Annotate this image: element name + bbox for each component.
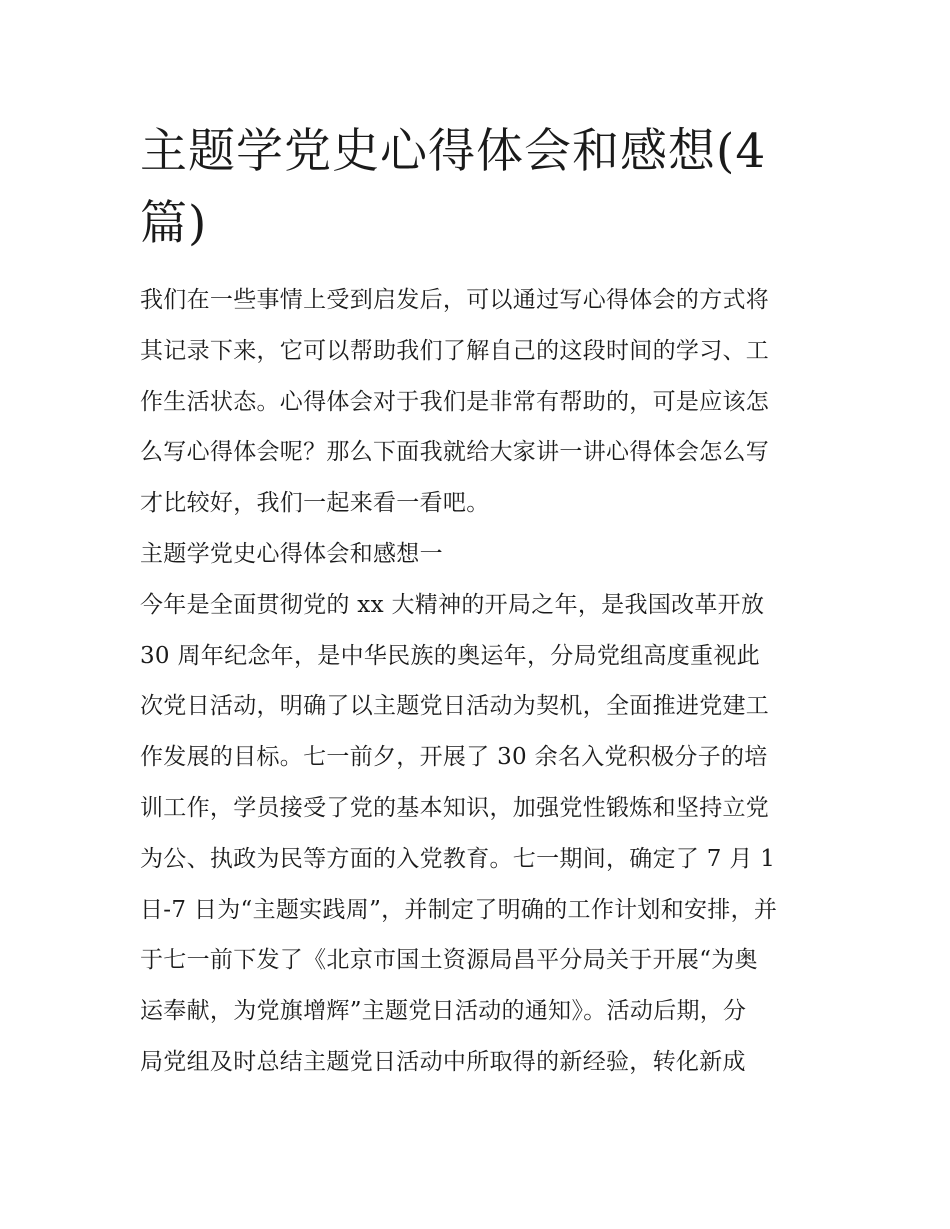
body-line: 局党组及时总结主题党日活动中所取得的新经验，转化新成 <box>140 1048 746 1075</box>
body-line: 其记录下来，它可以帮助我们了解自己的这段时间的学习、工 <box>140 337 770 364</box>
body-line: 么写心得体会呢？那么下面我就给大家讲一讲心得体会怎么写 <box>140 439 770 466</box>
body-line: 30 周年纪念年，是中华民族的奥运年，分局党组高度重视此 <box>140 642 760 669</box>
section-heading: 主题学党史心得体会和感想一 <box>140 540 443 567</box>
body-line: 今年是全面贯彻党的 xx 大精神的开局之年，是我国改革开放 <box>140 591 765 618</box>
body-line: 训工作，学员接受了党的基本知识，加强党性锻炼和坚持立党 <box>140 794 770 821</box>
body-line: 于七一前下发了《北京市国土资源局昌平分局关于开展“为奥 <box>140 947 758 974</box>
title-line-2: 篇) <box>140 196 208 251</box>
title-line-1: 主题学党史心得体会和感想(4 <box>140 124 767 179</box>
body-line: 才比较好，我们一起来看一看吧。 <box>140 490 490 517</box>
body-line: 运奉献，为党旗增辉”主题党日活动的通知》。活动后期，分 <box>140 998 747 1025</box>
body-line: 日-7 日为“主题实践周”，并制定了明确的工作计划和安排，并 <box>140 896 778 923</box>
body-line: 次党日活动，明确了以主题党日活动为契机，全面推进党建工 <box>140 693 770 720</box>
document-title <box>140 116 820 260</box>
body-line: 为公、执政为民等方面的入党教育。七一期间，确定了 7 月 1 <box>140 845 776 872</box>
body-line: 作生活状态。心得体会对于我们是非常有帮助的，可是应该怎 <box>140 388 770 415</box>
document-body <box>140 280 820 1093</box>
body-line: 作发展的目标。七一前夕，开展了 30 余名入党积极分子的培 <box>140 744 768 771</box>
body-line: 我们在一些事情上受到启发后，可以通过写心得体会的方式将 <box>140 287 770 313</box>
